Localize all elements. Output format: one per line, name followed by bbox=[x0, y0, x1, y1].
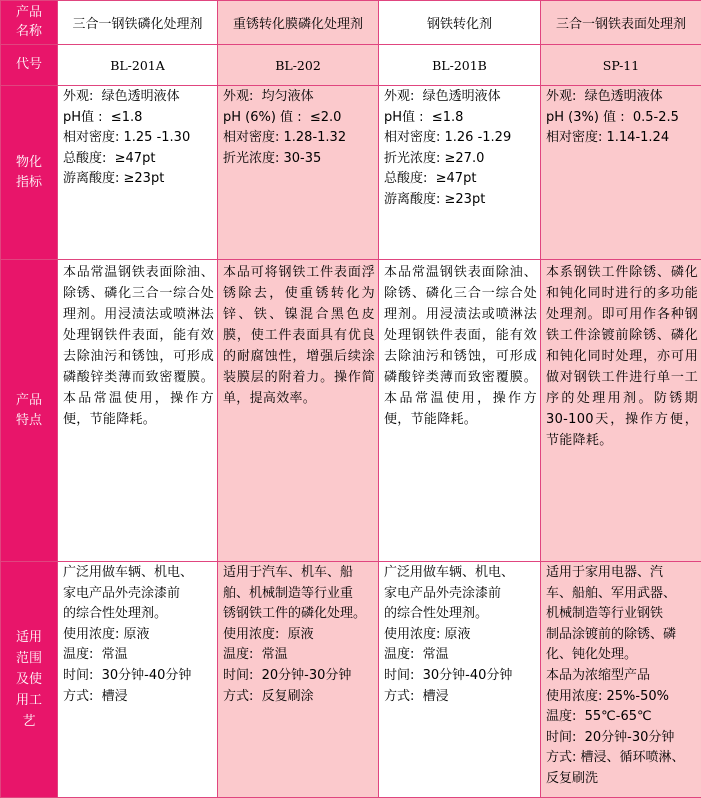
usage-list bbox=[58, 562, 217, 707]
cell-line: 家电产品外壳涂漆前 bbox=[384, 585, 502, 601]
cell-line: 时间: 20分钟-30分钟 bbox=[546, 729, 675, 745]
usage-cell bbox=[58, 562, 218, 798]
usage-cell bbox=[379, 562, 541, 798]
usage-list bbox=[218, 562, 378, 707]
features-cell bbox=[58, 260, 218, 562]
cell-line: 使用浓度: 原液 bbox=[223, 626, 314, 642]
cell-line: 外观: 绿色透明液体 bbox=[384, 89, 501, 104]
usage-cell bbox=[218, 562, 379, 798]
product-name: 三合一钢铁表面处理剂 bbox=[555, 17, 686, 32]
label-text: 物化指标 bbox=[15, 154, 42, 190]
cell-line: 的综合性处理剂。 bbox=[63, 606, 168, 622]
product-code: BL-202 bbox=[275, 57, 321, 73]
features-text: 本品常温钢铁表面除油、除锈、磷化三合一综合处理剂。用浸渍法或喷淋法处理钢铁件表面，能有效去除油污和锈蚀，可形成磷酸锌类薄而致密覆膜。本品常温使用，操作方便，节能降耗。 bbox=[384, 265, 537, 427]
label-text: 代号 bbox=[15, 57, 42, 72]
product-name-cell bbox=[379, 1, 541, 45]
cell-line: 相对密度: 1.14-1.24 bbox=[546, 130, 670, 146]
cell-line: 相对密度: 1.25 -1.30 bbox=[63, 130, 191, 146]
cell-line: 折光浓度: 30-35 bbox=[223, 150, 322, 166]
row-label-code bbox=[1, 45, 58, 86]
indicators-list bbox=[379, 86, 540, 211]
cell-line: pH值 : ≤1.8 bbox=[63, 109, 143, 125]
cell-line: 机械制造等行业钢铁 bbox=[546, 606, 664, 622]
cell-line: 家电产品外壳涂漆前 bbox=[63, 585, 181, 601]
cell-line: 温度: 常温 bbox=[384, 647, 449, 663]
cell-line: pH值 : ≤1.8 bbox=[384, 109, 464, 125]
product-code-cell bbox=[218, 45, 379, 86]
indicators-list bbox=[58, 86, 217, 190]
product-code: BL-201B bbox=[432, 57, 487, 73]
cell-line: 方式: 槽浸 bbox=[384, 688, 449, 704]
product-name-cell bbox=[58, 1, 218, 45]
cell-line: 广泛用做车辆、机电、 bbox=[384, 565, 515, 580]
cell-line: 相对密度: 1.28-1.32 bbox=[223, 130, 347, 146]
cell-line: 使用浓度: 原液 bbox=[384, 626, 471, 642]
cell-line: 温度: 常温 bbox=[63, 647, 128, 663]
cell-line: 游离酸度: ≥23pt bbox=[63, 171, 165, 187]
product-code-cell bbox=[58, 45, 218, 86]
usage-cell bbox=[541, 562, 701, 798]
product-code-cell bbox=[379, 45, 541, 86]
cell-line: 时间: 20分钟-30分钟 bbox=[223, 667, 352, 683]
indicators-cell bbox=[541, 86, 701, 260]
product-name-cell bbox=[218, 1, 379, 45]
cell-line: 锈钢铁工件的磷化处理。 bbox=[223, 606, 367, 622]
product-code: BL-201A bbox=[110, 57, 165, 73]
product-code-cell bbox=[541, 45, 701, 86]
cell-line: 本品为浓缩型产品 bbox=[546, 667, 651, 683]
cell-line: pH (6%) 值 : ≤2.0 bbox=[223, 109, 342, 125]
product-name: 钢铁转化剂 bbox=[426, 17, 492, 32]
cell-line: 使用浓度: 原液 bbox=[63, 626, 150, 642]
cell-line: pH (3%) 值 : 0.5-2.5 bbox=[546, 109, 679, 125]
label-text: 产品特点 bbox=[15, 392, 42, 428]
cell-line: 车、船舶、军用武器、 bbox=[546, 585, 677, 601]
features-text: 本系钢铁工件除锈、磷化和钝化同时进行的多功能处理剂。即可用作各种钢铁工件涂镀前除锈、磷化和钝化同时处理，亦可用做对钢铁工件进行单一工序的处理用剂。防锈期30-100天，操作方便，节能降耗。 bbox=[546, 265, 698, 448]
cell-line: 反复刷洗 bbox=[546, 770, 599, 786]
cell-line: 相对密度: 1.26 -1.29 bbox=[384, 130, 512, 146]
cell-line: 折光浓度: ≥27.0 bbox=[384, 150, 485, 166]
cell-line: 温度: 常温 bbox=[223, 647, 288, 663]
row-code bbox=[1, 45, 701, 86]
row-product-name bbox=[1, 1, 701, 45]
cell-line: 总酸度: ≥47pt bbox=[384, 171, 477, 187]
row-label-features bbox=[1, 260, 58, 562]
features-text: 本品可将钢铁工件表面浮锈除去，使重锈转化为锌、铁、镍混合黑色皮膜，使工件表面具有优良的耐腐蚀性，增强后续涂装膜层的附着力。操作简单，提高效率。 bbox=[223, 265, 375, 406]
cell-line: 外观: 绿色透明液体 bbox=[546, 89, 663, 104]
cell-line: 的综合性处理剂。 bbox=[384, 606, 489, 622]
indicators-cell bbox=[218, 86, 379, 260]
product-name: 重锈转化膜磷化处理剂 bbox=[232, 17, 363, 32]
row-usage bbox=[1, 562, 701, 798]
label-text: 产品名称 bbox=[15, 5, 42, 39]
row-label-indicators bbox=[1, 86, 58, 260]
features-cell bbox=[218, 260, 379, 562]
product-code: SP-11 bbox=[602, 57, 640, 73]
cell-line: 制品涂镀前的除锈、磷 bbox=[546, 626, 677, 642]
cell-line: 适用于家用电器、汽 bbox=[546, 565, 664, 580]
row-label-name bbox=[1, 1, 58, 45]
cell-line: 方式: 槽浸 bbox=[63, 688, 128, 704]
cell-line: 外观: 均匀液体 bbox=[223, 89, 314, 104]
cell-line: 时间: 30分钟-40分钟 bbox=[384, 667, 513, 683]
features-cell bbox=[541, 260, 701, 562]
usage-list bbox=[541, 562, 701, 790]
row-indicators bbox=[1, 86, 701, 260]
indicators-list bbox=[218, 86, 378, 169]
features-cell bbox=[379, 260, 541, 562]
cell-line: 使用浓度: 25%-50% bbox=[546, 688, 669, 704]
cell-line: 适用于汽车、机车、船 bbox=[223, 565, 354, 580]
product-name-cell bbox=[541, 1, 701, 45]
indicators-list bbox=[541, 86, 701, 149]
cell-line: 温度: 55℃-65℃ bbox=[546, 709, 652, 725]
product-name: 三合一钢铁磷化处理剂 bbox=[72, 17, 203, 32]
cell-line: 游离酸度: ≥23pt bbox=[384, 191, 486, 207]
cell-line: 舶、机械制造等行业重 bbox=[223, 585, 354, 601]
indicators-cell bbox=[379, 86, 541, 260]
label-text: 适用范围及使用工艺 bbox=[15, 630, 42, 729]
cell-line: 方式: 槽浸、循环喷淋、 bbox=[546, 750, 685, 766]
cell-line: 时间: 30分钟-40分钟 bbox=[63, 667, 192, 683]
row-features bbox=[1, 260, 701, 562]
cell-line: 广泛用做车辆、机电、 bbox=[63, 565, 194, 580]
features-text: 本品常温钢铁表面除油、除锈、磷化三合一综合处理剂。用浸渍法或喷淋法处理钢铁件表面，能有效去除油污和锈蚀，可形成磷酸锌类薄而致密覆膜。本品常温使用，操作方便，节能降耗。 bbox=[63, 265, 214, 427]
cell-line: 总酸度: ≥47pt bbox=[63, 150, 156, 166]
usage-list bbox=[379, 562, 540, 707]
row-label-usage bbox=[1, 562, 58, 798]
cell-line: 方式: 反复刷涂 bbox=[223, 688, 314, 704]
indicators-cell bbox=[58, 86, 218, 260]
cell-line: 化、钝化处理。 bbox=[546, 647, 638, 663]
cell-line: 外观: 绿色透明液体 bbox=[63, 89, 180, 104]
